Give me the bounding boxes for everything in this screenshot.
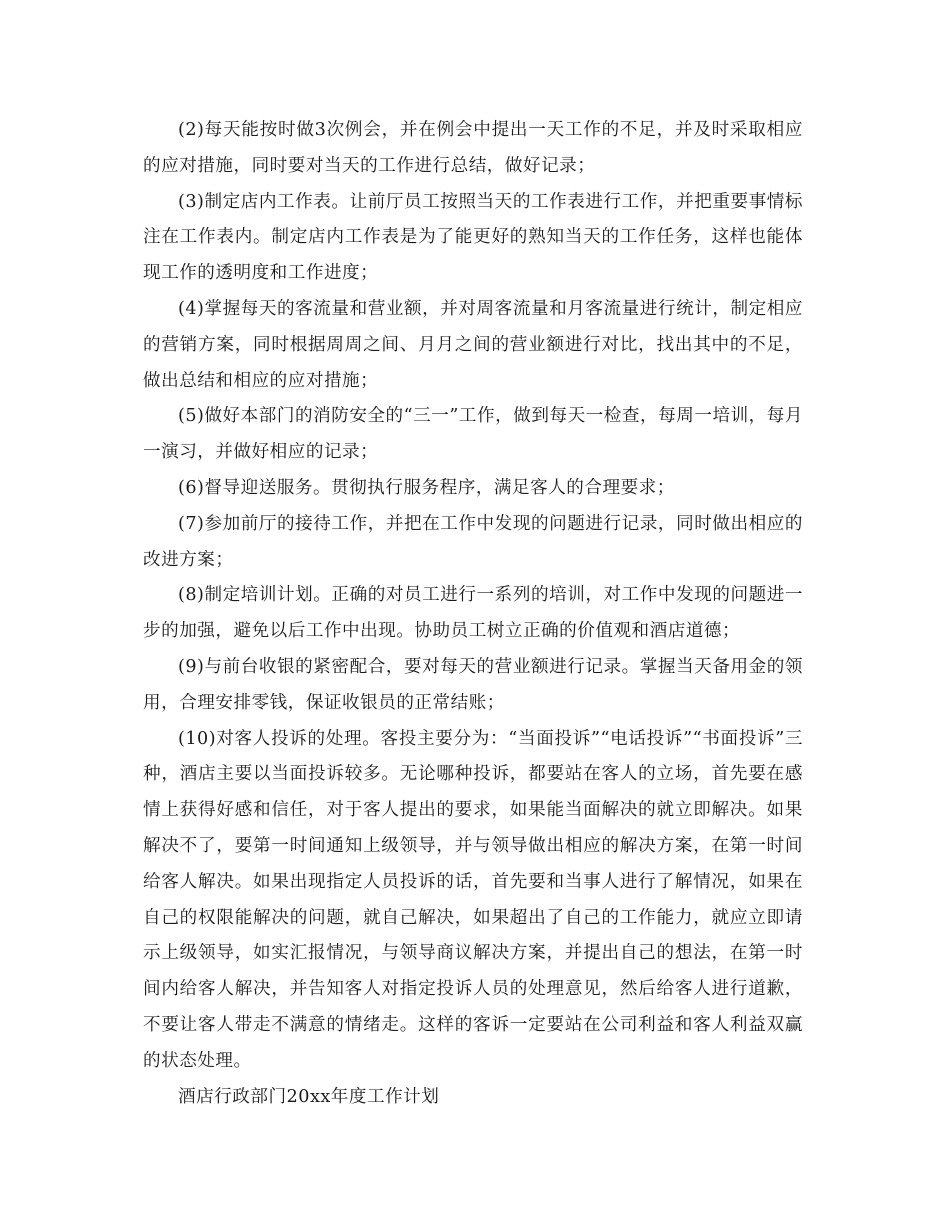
paragraph-item-6: (6)督导迎送服务。贯彻执行服务程序，满足客人的合理要求； [178,477,675,498]
paragraph-item-7: (7)参加前厅的接待工作，并把在工作中发现的问题进行记录，同时做出相应的改进方案； [143,513,803,570]
paragraph-item-8: (8)制定培训计划。正确的对员工进行一系列的培训，对工作中发现的问题进一步的加强，避免以后工作中出现。协助员工树立正确的价值观和酒店道德； [143,585,803,642]
paragraph-item-10: (10)对客人投诉的处理。客投主要分为：“当面投诉”“电话投诉”“书面投诉”三种，酒店主要以当面投诉较多。无论哪种投诉，都要站在客人的立场，首先要在感情上获得好感和信任，对于客人提出的要求，如果能当面解决的就立即解决。如果解决不了，要第一时间通知上级领导，并与领导做出相应的解决方案，在第一时间给客人解决。如果出现指定人员投诉的话，首先要和当事人进行了解情况，如果在自己的权限能解决的问题，就自己解决，如果超出了自己的工作能力，就应立即请示上级领导，如实汇报情况，与领导商议解决方案，并提出自己的想法，在第一时间内给客人解决，并告知客人对指定投诉人员的处理意见，然后给客人进行道歉，不要让客人带走不满意的情绪走。这样的客诉一定要站在公司利益和客人利益双赢的状态处理。 [143,728,803,1071]
paragraph-item-3: (3)制定店内工作表。让前厅员工按照当天的工作表进行工作，并把重要事情标注在工作表内。制定店内工作表是为了能更好的熟知当天的工作任务，这样也能体现工作的透明度和工作进度； [143,191,803,284]
paragraph-item-2: (2)每天能按时做3次例会，并在例会中提出一天工作的不足，并及时采取相应的应对措施，同时要对当天的工作进行总结，做好记录； [143,120,803,176]
document-body [143,113,803,1115]
paragraph-item-5: (5)做好本部门的消防安全的“三一”工作，做到每天一检查，每周一培训，每月一演习，并做好相应的记录； [143,406,803,463]
paragraph-item-9: (9)与前台收银的紧密配合，要对每天的营业额进行记录。掌握当天备用金的领用，合理安排零钱，保证收银员的正常结账； [143,656,803,713]
paragraph-item-4: (4)掌握每天的客流量和营业额，并对周客流量和月客流量进行统计，制定相应的营销方案，同时根据周周之间、月月之间的营业额进行对比，找出其中的不足，做出总结和相应的应对措施； [143,298,803,391]
section-heading: 酒店行政部门20xx年度工作计划 [178,1086,440,1107]
